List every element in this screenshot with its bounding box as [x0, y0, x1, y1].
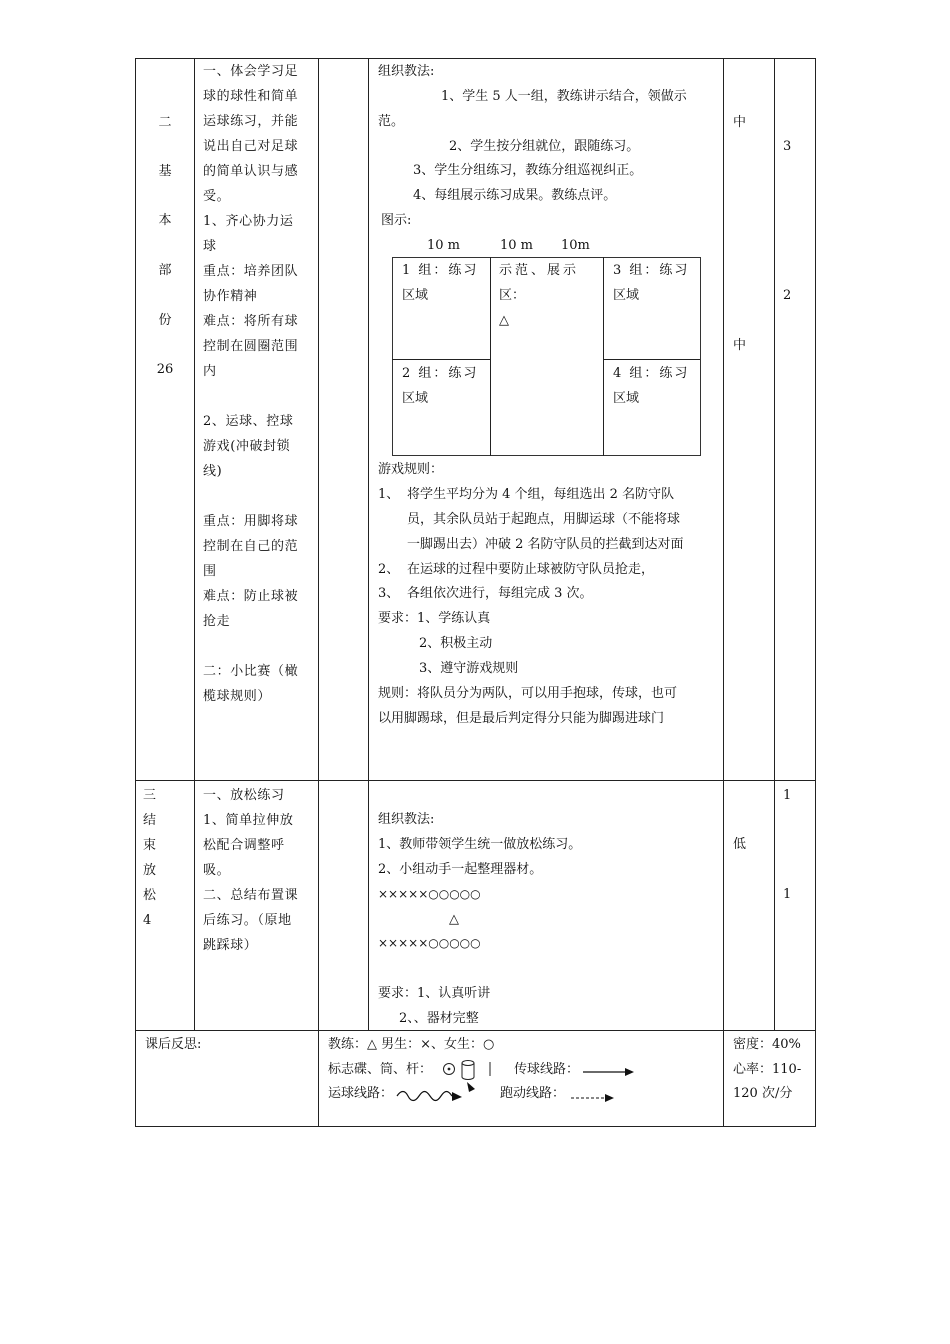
times-value: 2: [783, 288, 792, 303]
col-divider-5: [774, 58, 775, 1030]
stage-char: 三: [143, 788, 157, 803]
zone-label: 2 组：练习: [402, 366, 479, 381]
match-rule-line: 以用脚踢球，但是最后判定得分只能为脚踢进球门: [378, 711, 665, 726]
method-title: 组织教法:: [378, 64, 435, 79]
stage-char: 4: [143, 913, 152, 928]
zone-label: 4 组：练习: [613, 366, 690, 381]
objective-line: 控制在自己的范: [203, 539, 299, 554]
objective-line: 难点：防止球被: [203, 589, 299, 604]
table-border-bottom: [135, 1126, 816, 1127]
stage-char: 二: [158, 115, 172, 130]
stage-char: 基: [158, 164, 172, 179]
objectives-list: [203, 59, 315, 709]
diagram-dimension: 10 m: [427, 238, 461, 253]
objective-line: 线): [203, 464, 223, 479]
marker-cone-icon: [442, 1062, 456, 1076]
times-value: 1: [783, 887, 792, 902]
objective-line: 1、齐心协力运: [203, 214, 294, 229]
field-divider: [603, 359, 700, 360]
reflection-label: 课后反思:: [145, 1037, 202, 1052]
requirement-item: 3、遵守游戏规则: [419, 661, 519, 676]
zone-label: 示范、展示: [499, 263, 580, 278]
objective-line: 一、放松练习: [203, 788, 285, 803]
formation-teacher: △: [449, 912, 459, 927]
zone-label: 区域: [402, 288, 429, 303]
stage-label-section3: [143, 783, 163, 933]
triangle-flag-icon: [465, 1080, 477, 1094]
legend-run-label: 跑动线路：: [500, 1086, 566, 1101]
times-value: 3: [783, 139, 792, 154]
objective-line: 内: [203, 364, 217, 379]
method-step: 4、每组展示练习成果。教练点评。: [413, 188, 617, 203]
intensity-value: 低: [733, 837, 747, 852]
requirement-item: 2、积极主动: [419, 636, 493, 651]
method-step: 1、学生 5 人一组，教练讲示结合，领做示: [441, 89, 687, 104]
legend-pass-label: 传球线路：: [514, 1062, 580, 1077]
table-border-right: [815, 58, 816, 1127]
stage-char: 束: [143, 838, 157, 853]
method-step: 2、学生按分组就位，跟随练习。: [449, 139, 640, 154]
method-step: 2、小组动手一起整理器材。: [378, 862, 543, 877]
legend-dribble-label: 运球线路：: [328, 1086, 394, 1101]
diagram-dimension: 10m: [561, 238, 590, 253]
rule-number: 2、: [378, 562, 400, 577]
objective-line: 球: [203, 239, 217, 254]
field-divider: [392, 359, 490, 360]
objective-line: 后练习。（原地: [203, 913, 292, 928]
zone-group-4: [613, 361, 695, 411]
zone-label: 3 组：练习: [613, 263, 690, 278]
marker-cylinder-icon: [460, 1059, 476, 1081]
objective-line: 难点：将所有球: [203, 314, 299, 329]
zone-label: 区：: [499, 288, 526, 303]
diagram-dimension: 10 m: [500, 238, 534, 253]
objective-line: 跳踩球）: [203, 938, 258, 953]
zone-demo: [499, 258, 599, 333]
col-divider-2: [318, 58, 319, 1127]
field-divider: [603, 257, 604, 456]
row-divider-1: [135, 780, 816, 781]
requirements-title: 要求：1、学练认真: [378, 611, 491, 626]
intensity-value: 中: [733, 338, 747, 353]
heart-rate-line: 120 次/分: [733, 1086, 793, 1101]
stage-char: 放: [143, 863, 157, 878]
formation-row: ×××××○○○○○: [378, 936, 481, 950]
rule-number: 1、: [378, 487, 400, 502]
objective-line: 2、运球、控球: [203, 414, 294, 429]
rule-line: 一脚踢出去）冲破 2 名防守队员的拦截到达对面: [407, 537, 684, 552]
objective-line: 协作精神: [203, 289, 258, 304]
marker-pole-icon: [488, 1062, 492, 1076]
rule-line: 在运球的过程中要防止球被防守队员抢走，: [407, 562, 655, 577]
col-divider-3: [368, 58, 369, 1030]
objective-line: 运球练习，并能: [203, 114, 299, 129]
requirements-title: 要求：1、认真听讲: [378, 986, 491, 1001]
objective-line: 吸。: [203, 863, 231, 878]
objective-line: 的简单认识与感: [203, 164, 299, 179]
objective-line: 抢走: [203, 614, 231, 629]
dribble-route-arrow-icon: [396, 1088, 464, 1104]
coach-symbol: △: [499, 313, 509, 328]
match-rule-line: 规则：将队员分为两队，可以用手抱球，传球，也可: [378, 686, 678, 701]
method-step: 3、学生分组练习，教练分组巡视纠正。: [413, 163, 643, 178]
rule-line: 将学生平均分为 4 个组，每组选出 2 名防守队: [407, 487, 675, 502]
zone-group-1: [402, 258, 484, 308]
rule-number: 3、: [378, 586, 400, 601]
intensity-value: 中: [733, 115, 747, 130]
zone-label: 区域: [402, 391, 429, 406]
zone-label: 区域: [613, 391, 640, 406]
requirement-item: 2、、器材完整: [399, 1011, 479, 1026]
objective-line: 1、简单拉伸放: [203, 813, 294, 828]
formation-row: ×××××○○○○○: [378, 887, 481, 901]
stage-char: 松: [143, 888, 157, 903]
stage-char: 本: [158, 213, 172, 228]
objective-line: 重点：培养团队: [203, 264, 299, 279]
run-route-arrow-icon: [571, 1092, 615, 1104]
stage-char: 结: [143, 813, 157, 828]
method-title: 组织教法:: [378, 812, 435, 827]
field-divider: [490, 257, 491, 456]
objectives-list-section3: [203, 783, 315, 958]
rule-line: 员，其余队员站于起跑点，用脚运球（不能将球: [407, 512, 681, 527]
zone-group-2: [402, 361, 484, 411]
rules-title: 游戏规则：: [378, 462, 444, 477]
heart-rate-line: 心率：110-: [733, 1062, 802, 1077]
objective-line: 二：小比赛（橄: [203, 664, 299, 679]
stage-char: 份: [158, 313, 172, 328]
density-value: 密度：40%: [733, 1037, 801, 1052]
legend-markers-label: 标志碟、筒、杆：: [328, 1062, 433, 1077]
objective-line: 围: [203, 564, 217, 579]
diagram-label: 图示:: [381, 213, 412, 228]
objective-line: 重点：用脚将球: [203, 514, 299, 529]
method-step: 范。: [378, 114, 405, 129]
stage-char: 26: [156, 362, 174, 377]
legend-roles: 教练：△ 男生：×、女生：○: [328, 1037, 495, 1052]
objective-line: 游戏(冲破封锁: [203, 439, 291, 454]
objective-line: 二、总结布置课: [203, 888, 299, 903]
stage-char: 部: [158, 263, 172, 278]
objective-line: 榄球规则）: [203, 689, 272, 704]
objective-line: 一、体会学习足: [203, 64, 299, 79]
times-value: 1: [783, 788, 792, 803]
zone-label: 1 组：练习: [402, 263, 479, 278]
objective-line: 受。: [203, 189, 231, 204]
pass-route-arrow-icon: [583, 1066, 635, 1078]
objective-line: 控制在圆圈范围: [203, 339, 299, 354]
objective-line: 球的球性和简单: [203, 89, 299, 104]
objective-line: 松配合调整呼: [203, 838, 285, 853]
rule-line: 各组依次进行，每组完成 3 次。: [407, 586, 593, 601]
method-step: 1、教师带领学生统一做放松练习。: [378, 837, 582, 852]
zone-group-3: [613, 258, 695, 308]
zone-label: 区域: [613, 288, 640, 303]
objective-line: 说出自己对足球: [203, 139, 299, 154]
col-divider-1: [194, 58, 195, 1030]
col-divider-4: [723, 58, 724, 1127]
